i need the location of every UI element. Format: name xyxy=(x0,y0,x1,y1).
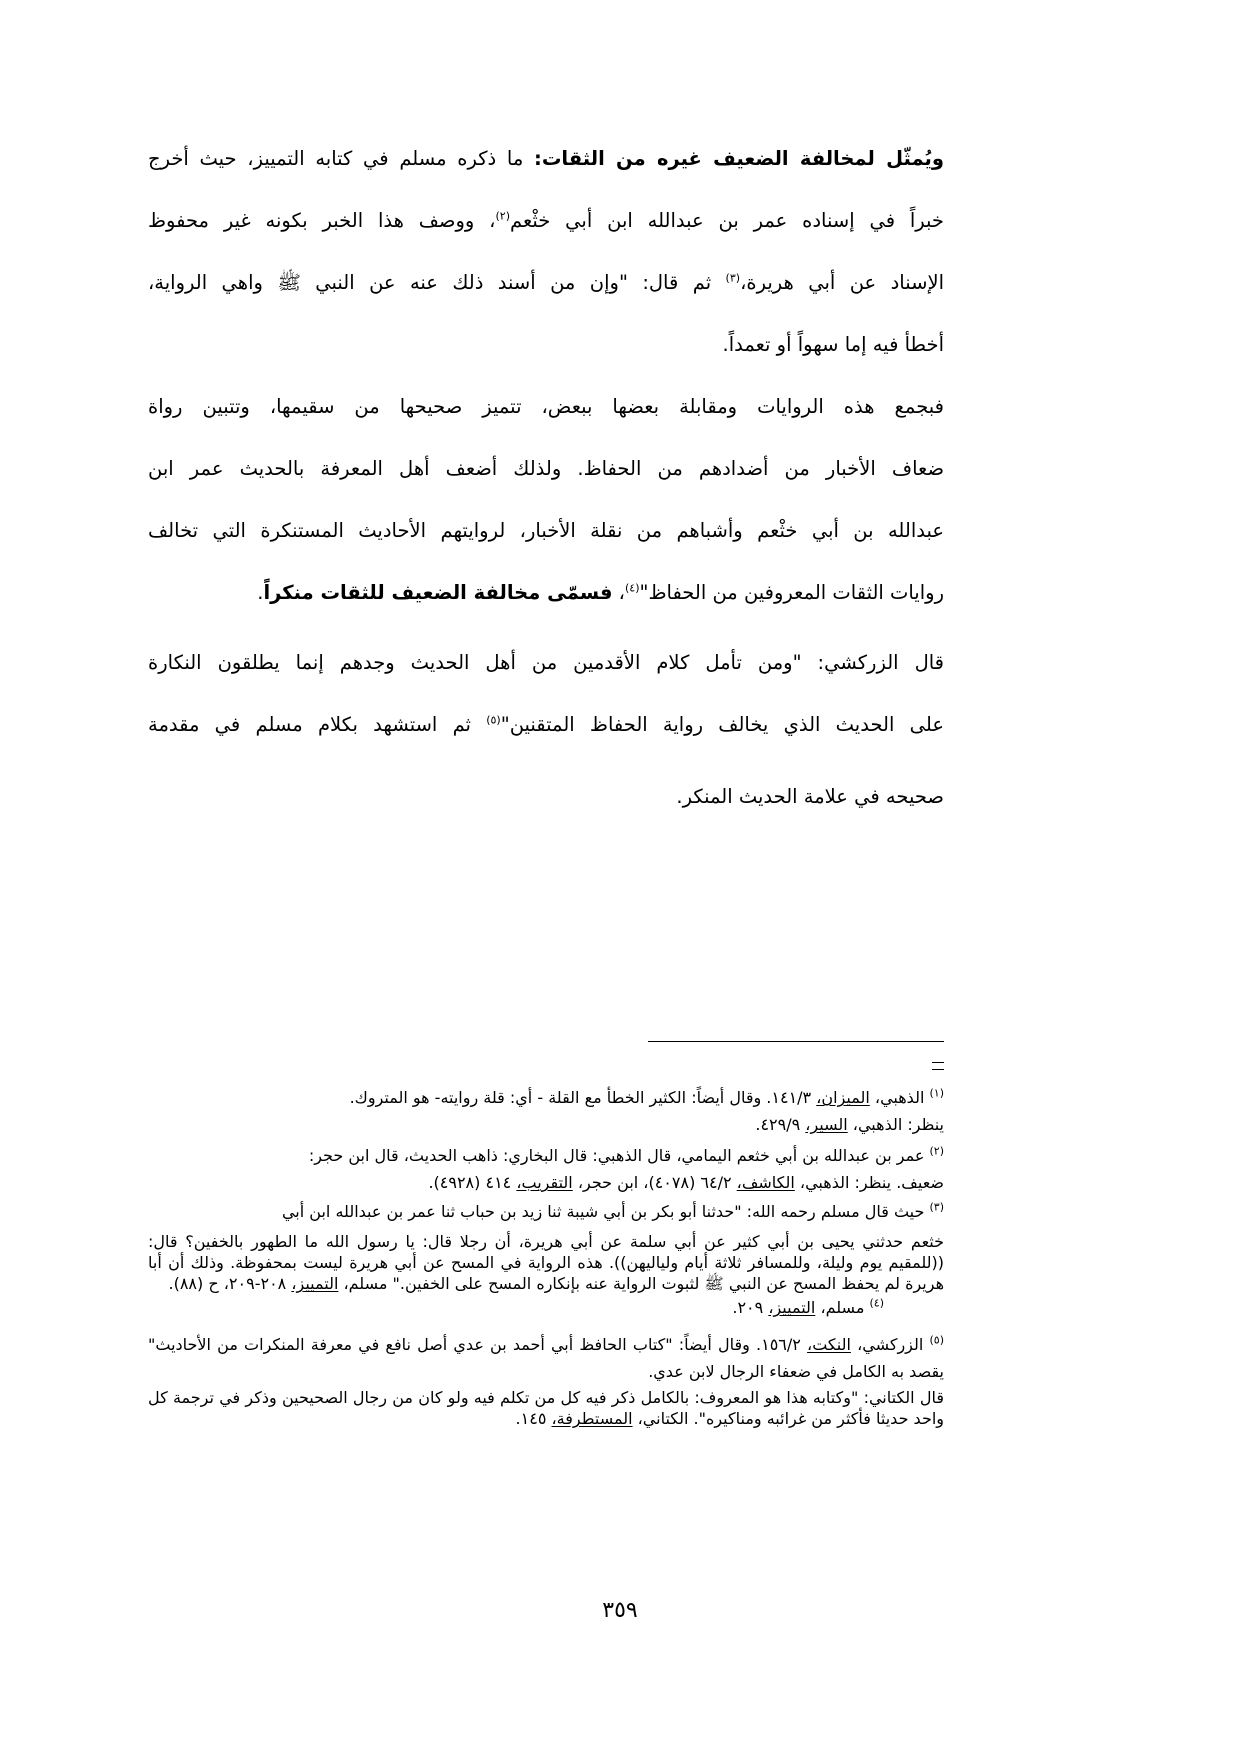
footnote-text: قال الكتاني: "وكتابه هذا هو المعروف: بالكامل ذكر فيه كل من تكلم فيه ولو كان من رجال الصحيحين وذكر في ترجمة كل واحد حديثا فأكثر من غرائبه ومناكيره". الكتاني، xyxy=(148,1388,944,1428)
paragraph-2 xyxy=(148,376,944,624)
bold-conclusion: فسمّى مخالفة الضعيف للثقات منكراً xyxy=(263,581,613,604)
text-run: على الحديث الذي يخالف رواية الحفاظ المتقنين" xyxy=(500,713,944,736)
text-line: قال الزركشي: "ومن تأمل كلام الأقدمين من أهل الحديث وجدهم إنما يطلقون النكارة xyxy=(148,651,944,674)
text-run: الإسناد عن أبي هريرة، xyxy=(740,271,944,294)
source-title: النكت، xyxy=(807,1335,851,1354)
footnote-text: ٤١٤ (٤٩٢٨). xyxy=(428,1173,517,1192)
footnote-text: ١٤١/٣. وقال أيضاً: الكثير الخطأ مع القلة - أي: قلة روايته- هو المتروك. xyxy=(349,1088,817,1107)
footnote-ref[interactable]: (٢) xyxy=(495,209,510,223)
text-line: أخطأ فيه إما سهواً أو تعمداً. xyxy=(722,333,944,356)
text-line xyxy=(148,190,944,252)
footnote-3 xyxy=(148,1198,944,1225)
footnote-text: ضعيف. ينظر: الذهبي، xyxy=(794,1173,944,1192)
footnote-text: حيث قال مسلم رحمه الله: "حدثنا أبو بكر بن أبي شيبة ثنا زيد بن حباب ثنا عمر بن عبدالله ابن أبي xyxy=(281,1202,930,1221)
footnote-ref[interactable]: (٤) xyxy=(624,581,640,595)
footnote-text: الزركشي، xyxy=(850,1335,930,1354)
source-title: التمييز، xyxy=(768,1298,816,1317)
text-line: فبجمع هذه الروايات ومقابلة بعضها ببعض، تتميز صحيحها من سقيمها، وتتبين رواة xyxy=(148,395,944,418)
source-title: السير، xyxy=(805,1115,848,1134)
footnote-text: خثعم حدثني يحيى بن أبي كثير عن أبي سلمة عن أبي هريرة، أن رجلا قال: يا رسول الله ما الطهور بالخفين؟ قال: ((للمقيم يوم وليلة، وللمسافر ثلاثة أيام ولياليهن)). هذه الرواية في المسح عن أبي هريرة ليست بمحفوظة. وذلك أن أبا هريرة لم يحفظ المسح عن النبي ﷺ لثبوت الرواية عنه بإنكاره المسح على الخفين." مسلم، xyxy=(148,1232,944,1293)
footnote-number: (١) xyxy=(929,1086,944,1100)
text-run: ما ذكره مسلم في كتابه التمييز، حيث أخرج xyxy=(148,147,524,170)
footnote-text: ٤٢٩/٩. xyxy=(755,1115,806,1134)
text-line: صحيحه في علامة الحديث المنكر. xyxy=(676,785,944,808)
footnote-4 xyxy=(148,1294,944,1321)
footnote-text: ١٤٥. xyxy=(515,1409,552,1428)
text-run: ، ووصف هذا الخبر بكونه غير محفوظ xyxy=(148,209,496,232)
footnotes xyxy=(148,1084,944,1429)
page-number: ٣٥٩ xyxy=(602,1598,638,1623)
footnote-continuation-mark xyxy=(932,1062,944,1070)
text-line xyxy=(148,562,944,624)
footnote-2 xyxy=(148,1142,944,1196)
paragraph-1 xyxy=(148,128,944,376)
text-run: خبراً في إسناده عمر بن عبدالله ابن أبي خثْعم xyxy=(509,209,944,232)
text-line: عبدالله بن أبي خثْعم وأشباهم من نقلة الأخبار، لروايتهم الأحاديث المستنكرة التي تخالف xyxy=(148,519,944,542)
footnote-text: ينظر: الذهبي، xyxy=(847,1115,944,1134)
text-line xyxy=(148,694,944,756)
footnote-text: ١٥٦/٢. وقال أيضاً: "كتاب الحافظ أبي أحمد بن عدي أصل نافع في معرفة المنكرات من الأحاديث" يقصد به الكامل في ضعفاء الرجال لابن عدي. xyxy=(148,1335,944,1381)
footnote-5-continued xyxy=(148,1387,944,1429)
source-title: التمييز، xyxy=(291,1274,339,1293)
text-run: ثم قال: "وإن من أسند ذلك عنه عن النبي ﷺ واهي الرواية، xyxy=(148,271,726,294)
footnote-ref[interactable]: (٥) xyxy=(486,713,501,727)
source-title: المستطرفة، xyxy=(551,1409,633,1428)
footnote-5 xyxy=(148,1331,944,1385)
footnote-text: ٢٠٩. xyxy=(732,1298,769,1317)
footnote-ref[interactable]: (٣) xyxy=(725,271,741,285)
footnote-number: (٢) xyxy=(929,1144,944,1158)
footnote-separator xyxy=(648,1041,944,1042)
paragraph-3 xyxy=(148,632,944,828)
footnote-text: ٢٠٨-٢٠٩، ح (٨٨). xyxy=(168,1274,292,1293)
footnote-number: (٣) xyxy=(929,1200,944,1214)
text-run: ثم استشهد بكلام مسلم في مقدمة xyxy=(148,713,487,736)
text-run: . xyxy=(257,581,264,604)
text-line xyxy=(148,252,944,314)
bold-lead: ويُمثّل لمخالفة الضعيف غيره من الثقات: xyxy=(534,147,944,170)
main-text xyxy=(148,128,944,828)
footnote-text: مسلم، xyxy=(815,1298,870,1317)
footnote-number: (٤) xyxy=(869,1296,884,1310)
text-line xyxy=(148,128,944,190)
text-run: روايات الثقات المعروفين من الحفاظ" xyxy=(639,581,944,604)
text-line: ضعاف الأخبار من أضدادهم من الحفاظ. ولذلك أضعف أهل المعرفة بالحديث عمر ابن xyxy=(148,457,944,480)
source-title: التقريب، xyxy=(516,1173,573,1192)
source-title: الكاشف، xyxy=(736,1173,795,1192)
footnote-1 xyxy=(148,1084,944,1138)
footnote-3-continued xyxy=(148,1231,944,1294)
footnote-text: ٦٤/٢ (٤٠٧٨)، ابن حجر، xyxy=(572,1173,737,1192)
text-run: ، xyxy=(612,581,625,604)
source-title: الميزان، xyxy=(816,1088,870,1107)
footnote-text: عمر بن عبدالله بن أبي خثعم اليمامي، قال الذهبي: قال البخاري: ذاهب الحديث، قال ابن حجر: xyxy=(308,1146,930,1165)
footnote-text: الذهبي، xyxy=(869,1088,930,1107)
footnote-number: (٥) xyxy=(929,1333,945,1347)
